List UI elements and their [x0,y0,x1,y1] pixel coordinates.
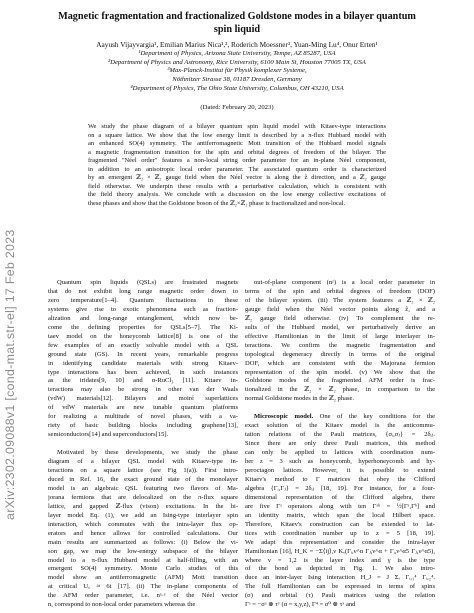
title-line: spin liquid [213,24,261,35]
text-line: (σ) and orbital (τ) Pauli matrices using the relation [245,592,435,600]
text-line: emergent SO(4) symmetry. Monte Carlo studies of this [48,565,238,573]
text-line: Goldstone modes of the fragmented AFM order is frac- [245,377,435,385]
text-line: interaction, which commutes with the intra-layer flux op- [48,520,238,528]
abstract-line: on a square lattice. We show that the low energy limit is described by a π-flux Hubbard model with [88,131,386,139]
text-line: for realizing a multitude of novel phases, with a va- [48,413,238,421]
text-line: jorana fermions that are delocalized on the π-flux square [48,493,238,501]
text-line: normal Goldstone modes in the ℤ₂ phase. [245,395,355,403]
text-line: are five Γᵃ operators along with ten Γᵃᵇ = ½[Γᵃ,Γᵇ] and [245,502,435,510]
author-list: Aayush Vijayvargia¹, Emilian Marius Nica¹,², Roderich Moessner³, Yuan-Ming Lu⁴, Onur Erten¹ [96,40,378,49]
text-line: son gap, we map the low-energy subspace of the bilayer [48,547,238,555]
text-line: Microscopic model. One of the key conditions for the [254,413,435,421]
affiliations [40,50,434,94]
text-line: peroctagon lattices. However, it is possible to extend [245,467,435,474]
text-line: gauge field when the Néel vector points along ẑ, and a [245,305,435,313]
text-line: that do not exhibit long range magnetic order down to [48,287,238,295]
text-line: algebra {Γᵢ,Γⱼ} = 2δᵢⱼ [18, 19]. For instance, for a four- [245,484,435,492]
text-line: tation relations of the Pauli matrices, {σᵢ,σⱼ} = 2δᵢⱼ. [245,431,435,439]
text-line: n, correspond to non-local order parameters whereas the [48,601,196,609]
text-line: terms of the spin and orbital degrees of freedom (DOF) [245,287,435,295]
body-column-right [245,279,435,610]
text-line: Therefore, Kitaev's construction can be extended to lat- [245,520,435,528]
text-line: teractions on a square lattice (see Fig 1(a)). First intro- [48,467,238,474]
text-line: taev model on the honeycomb lattice[8] is one of the [48,332,238,340]
text-line: model to a π-flux Hubbard model at half-filling, with an [48,556,238,564]
abstract [88,123,386,208]
text-line: We adapt this representation and consider the intra-layer [245,538,435,546]
text-line: Hamiltonian [16], H_K = −Σ⟨ij⟩,ν Kᵥ(Γᵢ,ν^α Γⱼ,ν^α + Γᵢ,ν^α5 Γⱼ,ν^α5), [245,547,435,555]
abstract-line: an enhanced SO(4) symmetry. The antiferromagnetic Mott transition of the Hubbard model signals [88,140,386,147]
text-line: Quantum spin liquids (QSLs) are frustrated magnets [57,279,238,286]
text-line: duced in Ref. 16, the exact ground state of the monolayer [48,475,238,483]
text-line: the AFM order parameter, i.e. nˣ·ʸ of the Néel vector [48,592,238,600]
text-line: topological degeneracy directly in terms of the original [245,350,435,358]
text-line: lattice, and gapped ℤ-flux (vison) excitations. In the bi- [48,502,238,510]
abstract-line: field otherwise. We underpin these results with a perturbative calculation, which is consistent with [88,182,386,190]
text-line: model show an antiferromagnetic (AFM) Mott transition [48,574,238,582]
text-line: ber z = 3 such as honeycomb, hyperhoneycomb and hy- [245,458,435,466]
abstract-line: in addition to an anisotropic local order parameter. The associated quantum order is characterized [88,165,386,173]
text-line: of the bond as depicted in Fig. 1. We also intro- [245,565,435,573]
text-line: few examples of an exactly solvable model with a QSL [48,341,238,349]
affiliation: ²Department of Physics and Astronomy, Rice University, 6100 Main St, Houston 77005 TX, USA [108,58,366,66]
text-line: effective Hamiltonian in the limit of large interlayer in- [245,332,435,340]
text-line: Since there are only three Pauli matrices, this method [245,440,435,448]
affiliation: ¹Department of Physics, Arizona State University, Tempe, AZ 85287, USA [138,50,336,57]
text-line: where ν = 1,2 is the layer index and γ is the type [245,556,435,564]
text-line: model is an algebraic QSL featuring two flavors of Ma- [48,484,238,492]
text-line: semiconductors[14] and superconductors[15]. [48,431,169,439]
text-line: duce an inter-layer Ising interaction H_J = J Σᵢ Γᵢ,₁⁴ Γᵢ,₂⁴. [245,574,435,582]
title-line: Magnetic fragmentation and fractionalized Goldstone modes in a bilayer quantum [58,11,416,22]
abstract-line: fragmented "Néel order" features a non-local string order parameter for an in-plane Néel component, [88,157,386,164]
text-line: systems give rise to exotic phenomena such as fraction- [48,305,238,313]
text-line: of the bilayer system. (iii) The system features a ℤ₂ × ℤ₂ [245,296,435,304]
text-line: (vdW) materials[12]. Bilayers and moiré superlattices [48,395,238,403]
abstract-line: the field theory analysis. We conclude with a discussion on the low energy collective excitations of [88,191,386,198]
text-line: Motivated by these developments, we study the phase [57,449,238,457]
text-line: as the iridates[9, 10] and α-RuCl₃ [11]. Kitaev in- [48,377,238,385]
text-line: alization and long-range entanglement, which now be- [48,314,238,322]
text-line: in identifying candidate materials with strong Kitaev- [48,359,238,367]
text-line: riety of basic building blocks including graphene[13], [48,422,238,430]
text-line: diagram of a bilayer QSL model with Kitaev-type in- [48,458,238,466]
paper-title [40,10,434,36]
body-column-left [48,279,238,610]
text-line: Γᵃ = −σᵃ ⊗ τʸ (α = x,y,z), Γ⁴ = σ⁰ ⊗ τˣ and [245,601,356,609]
text-line: erators and hence allows for controlled calculations. Our [48,529,238,537]
date-line: (Dated: February 20, 2023) [200,104,274,111]
paragraph-gap [48,440,238,449]
text-line: layer model Eq. (1), we add an Ising-type interlayer spin [48,511,238,519]
text-line: representation of the spin model. (v) We show that the [245,368,435,376]
text-line: tices with coordination number up to z = 5 [18, 19]. [245,529,435,537]
text-line: DOF, which are consistent with the Majorana fermion [245,359,435,367]
text-line: out-of-plane component (nᶻ) is a local order parameter in [254,279,435,286]
affiliation: ⁴Department of Physics, The Ohio State University, Columbus, OH 43210, USA [130,84,344,92]
text-line: ground state (GS). In recent years, remarkable progress [48,350,238,358]
text-line: an identity matrix, which span the local Hilbert space. [245,511,435,519]
text-line: come the defining properties for QSLs[5–7]. The Ki- [48,323,238,331]
text-line: teractions may also be strong in other van der Waals [48,386,238,394]
text-line: of vdW materials are new tunable quantum platforms [48,404,238,412]
text-line: exact solution of the Kitaev model is the anticommu- [245,422,435,430]
text-line: teractions. We confirm the magnetic fragmentation and [245,341,435,349]
text-line: Kitaev's method to Γ matrices that obey the Clifford [245,475,435,483]
text-line: dimensional representation of the Clifford algebra, there [245,493,435,501]
affiliation: ³Max-Planck-Institut für Physik komplexer Systeme, [167,67,307,75]
section-heading: Microscopic model. [254,413,314,421]
abstract-line: a magnetic fragmentation transition for the spin and orbital degrees of freedom of the bilayer. The [88,148,386,156]
text-line: tionalized in the ℤ₂ × ℤ₂ phase, in comparison to the [245,386,435,394]
text-line: type interactions has been achieved, in such instances [48,368,238,376]
paragraph-gap [245,404,435,413]
text-line: main results are summarized as follows: (i) Below the vi- [48,538,238,546]
abstract-line: We study the phase diagram of a bilayer quantum spin liquid model with Kitaev-type interactions [88,123,386,130]
text-line: ℤ₂ gauge field otherwise. (iv) To complement the re- [245,314,435,322]
abstract-line: these phases and show that the Goldstone boson of the ℤ₂×ℤ₂ phase is fractionalized and non-local. [88,199,346,207]
text-line: at critical U꜀ ≈ 6t [17]. (ii) The in-plane components of [48,583,238,591]
abstract-line: by an emergent ℤ₂ × ℤ₂ gauge field when the Néel vector is along the ẑ direction, and a ℤ₂ gauge [88,174,386,181]
affiliation: Nöthnitzer Strasse 38, 01187 Dresden, Germany [172,76,302,84]
text-line: sults of the Hubbard model, we perturbatively derive an [245,323,435,331]
text-line: The full Hamiltonian can be expressed in terms of spins [245,583,435,591]
text-line: can only be applied to lattices with coordination num- [245,449,435,457]
arxiv-identifier: arXiv:2302.09088v1 [cond-mat.str-el] 17 Feb 2023 [3,229,17,521]
text-line: zero temperature[1–4]. Quantum fluctuations in these [48,296,238,304]
